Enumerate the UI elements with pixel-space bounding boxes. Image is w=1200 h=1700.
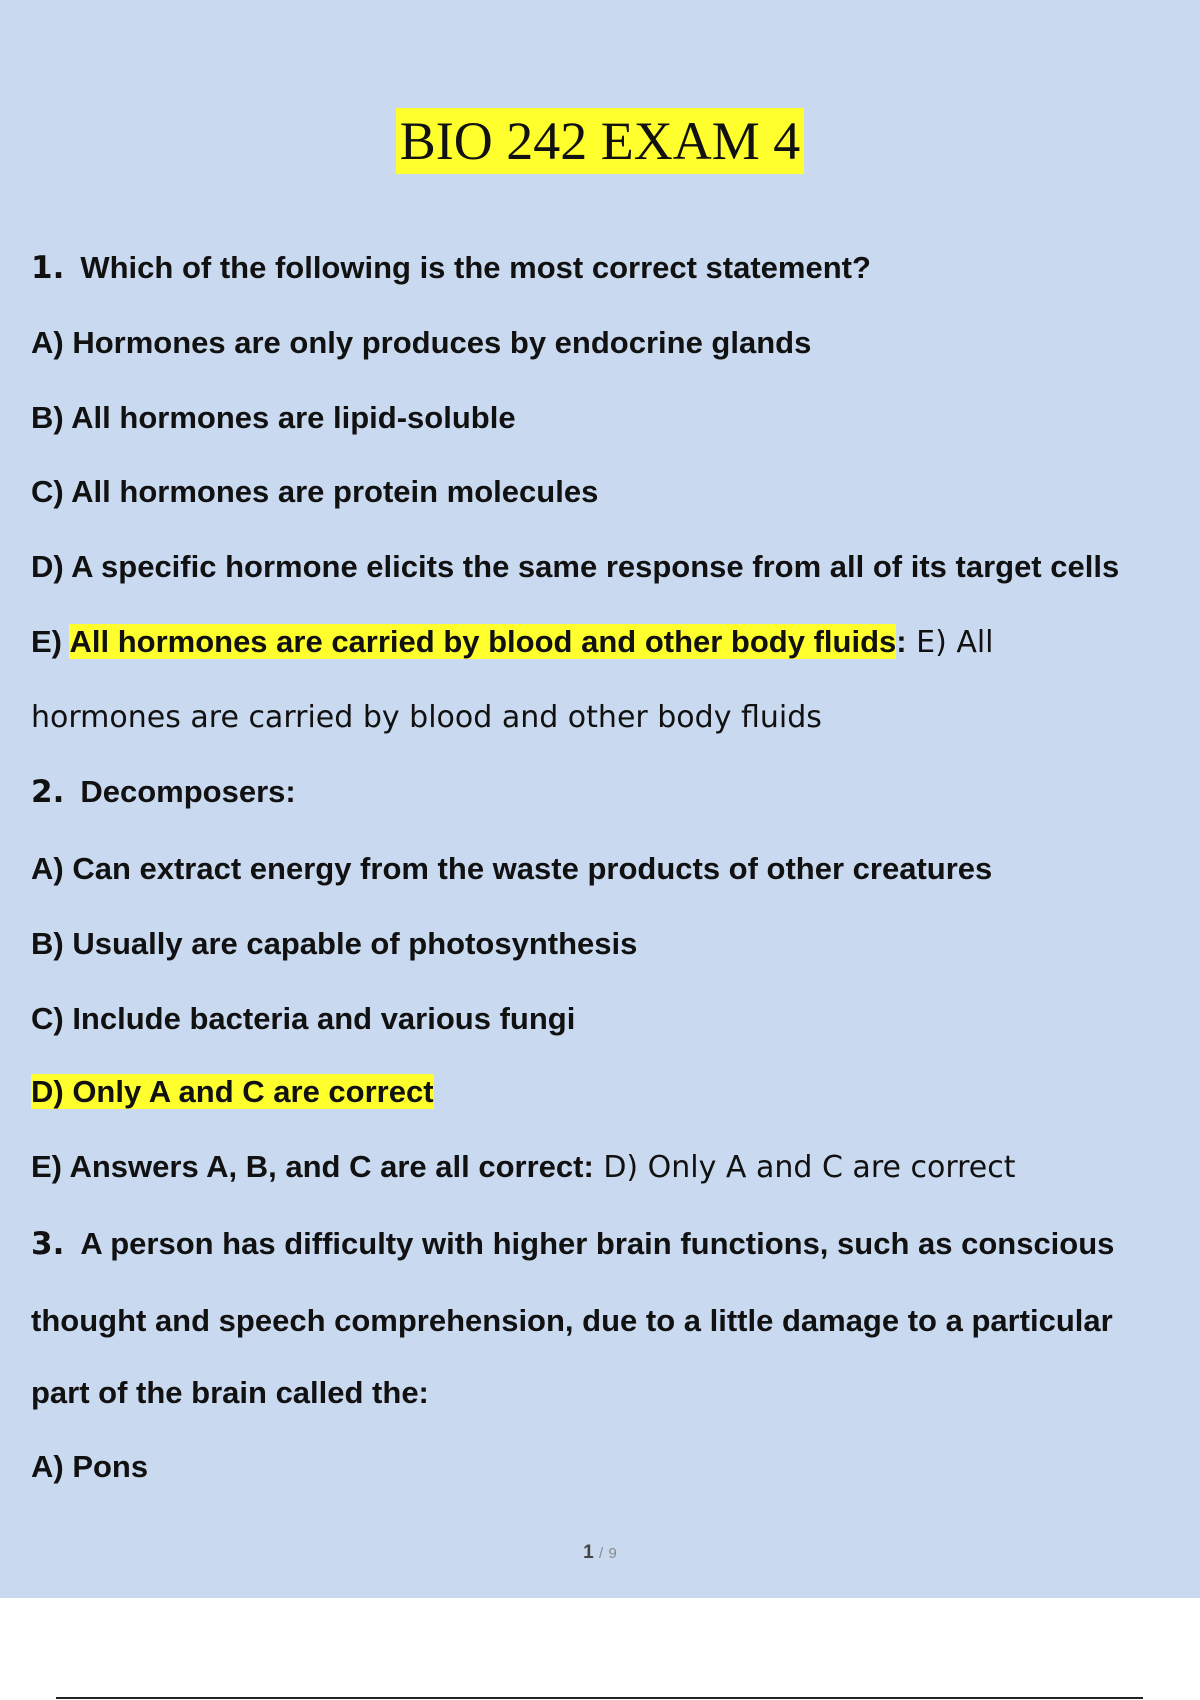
next-page-divider [56, 1697, 1143, 1699]
answer-colon: : [896, 624, 907, 659]
q1-option-c: C) All hormones are protein molecules [31, 474, 599, 509]
highlighted-correct-option: All hormones are carried by blood and other body fluids [69, 624, 897, 659]
question-number: 3. [31, 1226, 65, 1262]
question-text-line-1: A person has difficulty with higher brain functions, such as conscious [80, 1226, 1115, 1261]
q1-option-a: A) Hormones are only produces by endocrine glands [31, 325, 812, 360]
q2-option-c: C) Include bacteria and various fungi [31, 1001, 576, 1036]
q3-option-a: A) Pons [31, 1449, 149, 1484]
option-e-text: E) Answers A, B, and C are all correct: [31, 1149, 594, 1184]
page-separator: / [599, 1545, 604, 1562]
question-text-line-2: thought and speech comprehension, due to a little damage to a particular [31, 1303, 1113, 1338]
q1-answer-continued: hormones are carried by blood and other body fluids [31, 700, 822, 735]
option-e-prefix: E) [31, 624, 70, 659]
question-number: 2. [31, 774, 65, 810]
q1-option-e [31, 622, 994, 663]
question-3 [31, 1224, 1114, 1264]
title-wrapper [0, 108, 1200, 174]
answer-text: E) All [906, 625, 994, 660]
question-2 [31, 772, 296, 812]
q2-option-d [31, 1072, 434, 1112]
q2-option-a: A) Can extract energy from the waste products of other creatures [31, 851, 993, 886]
question-text-line-3: part of the brain called the: [31, 1375, 429, 1410]
q1-option-b: B) All hormones are lipid-soluble [31, 400, 516, 435]
highlighted-correct-option: D) Only A and C are correct [31, 1074, 434, 1109]
question-number: 1. [31, 250, 65, 286]
q2-option-b: B) Usually are capable of photosynthesis [31, 926, 638, 961]
answer-text: D) Only A and C are correct [593, 1150, 1016, 1185]
total-pages: 9 [608, 1545, 617, 1562]
page-title: BIO 242 EXAM 4 [396, 108, 805, 174]
q1-option-d: D) A specific hormone elicits the same response from all of its target cells [31, 549, 1120, 584]
current-page: 1 [583, 1542, 594, 1563]
q2-option-e [31, 1147, 1016, 1188]
question-1 [31, 248, 871, 288]
question-text: Decomposers: [80, 774, 296, 809]
question-text: Which of the following is the most correct statement? [80, 250, 871, 285]
page-number [0, 1542, 1200, 1564]
